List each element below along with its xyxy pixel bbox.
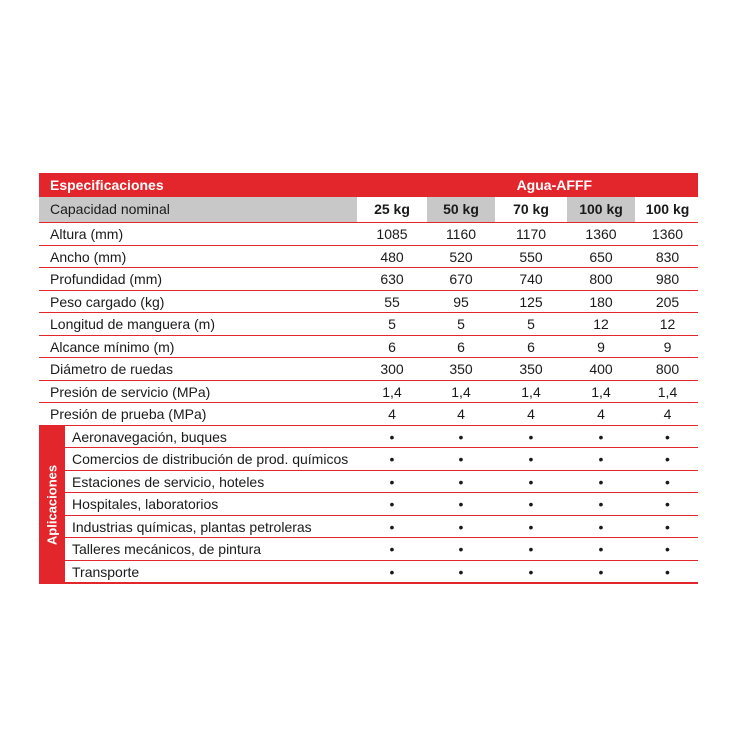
spec-value: 12 — [635, 313, 698, 335]
spec-label: Profundidad (mm) — [50, 271, 163, 287]
application-label: Aeronavegación, buques — [72, 428, 227, 445]
application-row — [65, 538, 698, 561]
application-mark: • — [357, 516, 425, 538]
application-mark: • — [495, 561, 565, 583]
capacity-value: 100 kg — [565, 197, 635, 222]
spec-value: 740 — [495, 268, 565, 290]
application-mark: • — [495, 426, 565, 448]
application-mark: • — [565, 561, 635, 583]
application-row — [65, 426, 698, 449]
applications-rows — [65, 426, 698, 585]
application-mark: • — [565, 538, 635, 560]
spec-row — [39, 268, 698, 291]
spec-value: 350 — [425, 358, 495, 380]
application-mark: • — [425, 493, 495, 515]
application-mark: • — [357, 493, 425, 515]
application-mark: • — [425, 448, 495, 470]
application-mark: • — [357, 426, 425, 448]
spec-value: 4 — [565, 403, 635, 425]
spec-value: 1,4 — [495, 381, 565, 403]
application-label: Industrias químicas, plantas petroleras — [72, 518, 312, 535]
spec-value: 180 — [565, 291, 635, 313]
application-row — [65, 516, 698, 539]
capacity-label: Capacidad nominal — [39, 197, 357, 222]
application-mark: • — [425, 561, 495, 583]
application-mark: • — [565, 448, 635, 470]
spec-value: 6 — [357, 336, 425, 358]
application-row — [65, 561, 698, 585]
spec-label: Presión de servicio (MPa) — [50, 383, 211, 400]
spec-table — [39, 173, 698, 584]
spec-value: 800 — [635, 358, 698, 380]
spec-label: Ancho (mm) — [50, 248, 127, 265]
application-mark: • — [565, 471, 635, 493]
capacity-value: 25 kg — [357, 197, 425, 222]
application-row — [65, 471, 698, 494]
application-mark: • — [425, 471, 495, 493]
application-mark: • — [495, 538, 565, 560]
application-mark: • — [425, 516, 495, 538]
spec-label: Altura (mm) — [50, 226, 124, 242]
application-mark: • — [635, 561, 698, 583]
capacity-value: 70 kg — [495, 197, 565, 222]
spec-value: 980 — [635, 268, 698, 290]
spec-value: 800 — [565, 268, 635, 290]
spec-value: 125 — [495, 291, 565, 313]
spec-label: Alcance mínimo (m) — [50, 338, 175, 355]
spec-value: 350 — [495, 358, 565, 380]
spec-rows — [39, 223, 698, 426]
spec-value: 4 — [635, 403, 698, 425]
spec-row — [39, 246, 698, 269]
spec-value: 6 — [425, 336, 495, 358]
spec-value: 5 — [495, 313, 565, 335]
spec-value: 55 — [357, 291, 425, 313]
spec-row — [39, 358, 698, 381]
spec-value: 5 — [425, 313, 495, 335]
spec-label: Longitud de manguera (m) — [50, 316, 215, 332]
spec-value: 550 — [495, 246, 565, 268]
application-row — [65, 448, 698, 471]
spec-value: 95 — [425, 291, 495, 313]
spec-value: 1,4 — [357, 381, 425, 403]
spec-value: 9 — [565, 336, 635, 358]
application-mark: • — [635, 538, 698, 560]
spec-value: 1360 — [635, 223, 698, 245]
applications-title: Aplicaciones — [44, 464, 60, 545]
spec-row — [39, 313, 698, 336]
spec-label: Presión de prueba (MPa) — [50, 406, 207, 422]
application-row — [65, 493, 698, 516]
spec-value: 1,4 — [425, 381, 495, 403]
spec-value: 830 — [635, 246, 698, 268]
spec-value: 4 — [495, 403, 565, 425]
spec-label: Diámetro de ruedas — [50, 361, 173, 377]
application-mark: • — [425, 426, 495, 448]
spec-row — [39, 381, 698, 404]
capacity-row — [39, 197, 698, 223]
application-mark: • — [635, 448, 698, 470]
application-mark: • — [425, 538, 495, 560]
spec-value: 1,4 — [635, 381, 698, 403]
application-label: Comercios de distribución de prod. químicos — [72, 451, 349, 467]
application-mark: • — [495, 516, 565, 538]
application-mark: • — [565, 426, 635, 448]
spec-row — [39, 291, 698, 314]
application-label: Talleres mecánicos, de pintura — [72, 541, 262, 557]
spec-value: 300 — [357, 358, 425, 380]
application-label: Hospitales, laboratorios — [72, 496, 219, 512]
application-mark: • — [635, 471, 698, 493]
spec-value: 1160 — [425, 223, 495, 245]
spec-value: 9 — [635, 336, 698, 358]
spec-value: 4 — [357, 403, 425, 425]
application-mark: • — [565, 493, 635, 515]
applications-band — [39, 426, 65, 585]
application-mark: • — [495, 493, 565, 515]
spec-row — [39, 336, 698, 359]
application-mark: • — [635, 516, 698, 538]
spec-row — [39, 403, 698, 426]
application-mark: • — [495, 448, 565, 470]
spec-row — [39, 223, 698, 246]
application-mark: • — [357, 448, 425, 470]
header-title: Especificaciones — [50, 177, 164, 193]
spec-value: 1,4 — [565, 381, 635, 403]
application-mark: • — [565, 516, 635, 538]
application-mark: • — [357, 561, 425, 583]
application-label: Transporte — [72, 563, 140, 580]
spec-value: 4 — [425, 403, 495, 425]
spec-value: 650 — [565, 246, 635, 268]
application-mark: • — [357, 471, 425, 493]
capacity-value: 100 kg — [635, 197, 698, 222]
spec-value: 480 — [357, 246, 425, 268]
application-mark: • — [495, 471, 565, 493]
applications-section — [39, 426, 698, 585]
spec-value: 5 — [357, 313, 425, 335]
application-mark: • — [357, 538, 425, 560]
spec-value: 205 — [635, 291, 698, 313]
application-mark: • — [635, 493, 698, 515]
spec-value: 6 — [495, 336, 565, 358]
spec-value: 630 — [357, 268, 425, 290]
spec-value: 520 — [425, 246, 495, 268]
header-product: Agua-AFFF — [516, 177, 592, 193]
spec-value: 12 — [565, 313, 635, 335]
spec-value: 400 — [565, 358, 635, 380]
capacity-value: 50 kg — [425, 197, 495, 222]
spec-value: 1170 — [495, 223, 565, 245]
table-header — [39, 173, 698, 197]
application-label: Estaciones de servicio, hoteles — [72, 473, 265, 490]
application-mark: • — [635, 426, 698, 448]
spec-value: 1360 — [565, 223, 635, 245]
spec-label: Peso cargado (kg) — [50, 293, 165, 310]
spec-value: 670 — [425, 268, 495, 290]
spec-value: 1085 — [357, 223, 425, 245]
